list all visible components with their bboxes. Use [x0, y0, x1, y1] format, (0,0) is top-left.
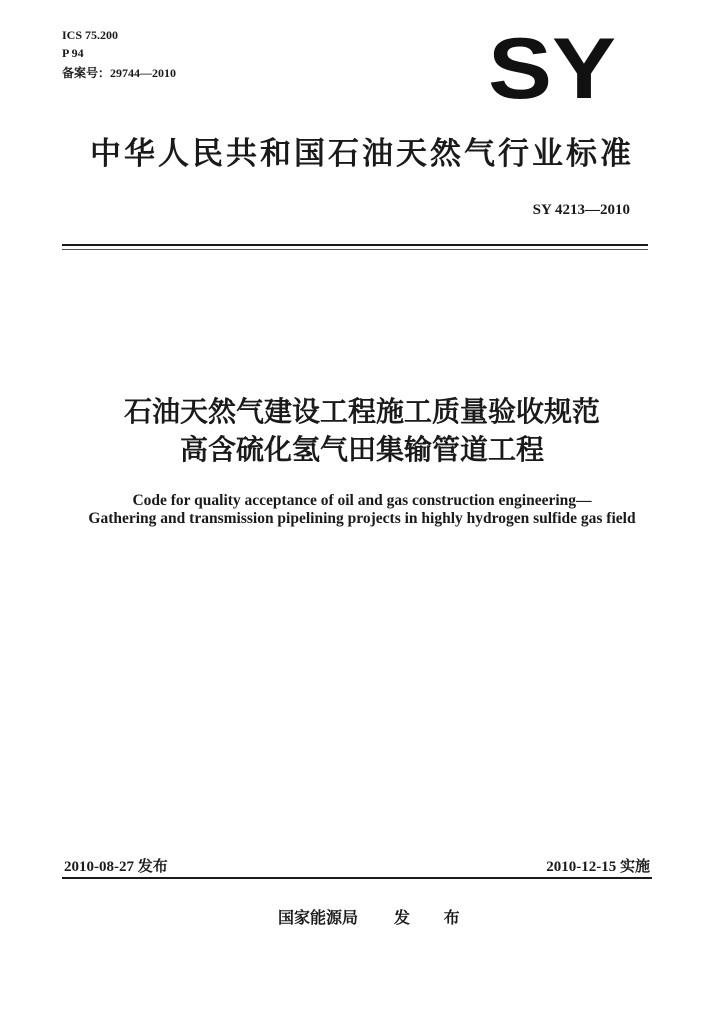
footer-divider: [62, 877, 652, 879]
ics-code: ICS 75.200: [62, 28, 119, 42]
classification-code: P 94: [62, 46, 84, 60]
header-divider-thin: [62, 249, 648, 250]
implementation-date: 2010-12-15 实施: [546, 859, 650, 875]
sy-logo: [488, 30, 618, 110]
standard-category-title: 中华人民共和国石油天然气行业标准: [90, 136, 634, 172]
publish-label: 发 布: [394, 908, 474, 927]
title-english-line-2: Gathering and transmission pipelining projects in highly hydrogen sulfide gas field: [88, 510, 636, 527]
title-chinese-line-1: 石油天然气建设工程施工质量验收规范: [123, 395, 600, 428]
publisher-name: 国家能源局: [278, 908, 359, 927]
header-divider: [62, 244, 648, 246]
title-chinese-line-2: 高含硫化氢气田集输管道工程: [179, 433, 544, 466]
issue-date: 2010-08-27 发布: [64, 859, 168, 875]
filing-number: 备案号：29744—2010: [62, 66, 177, 80]
title-english-line-1: Code for quality acceptance of oil and gas construction engineering—: [132, 492, 592, 509]
sy-logo-text: SY: [488, 30, 616, 110]
standard-number: SY 4213—2010: [532, 202, 630, 218]
